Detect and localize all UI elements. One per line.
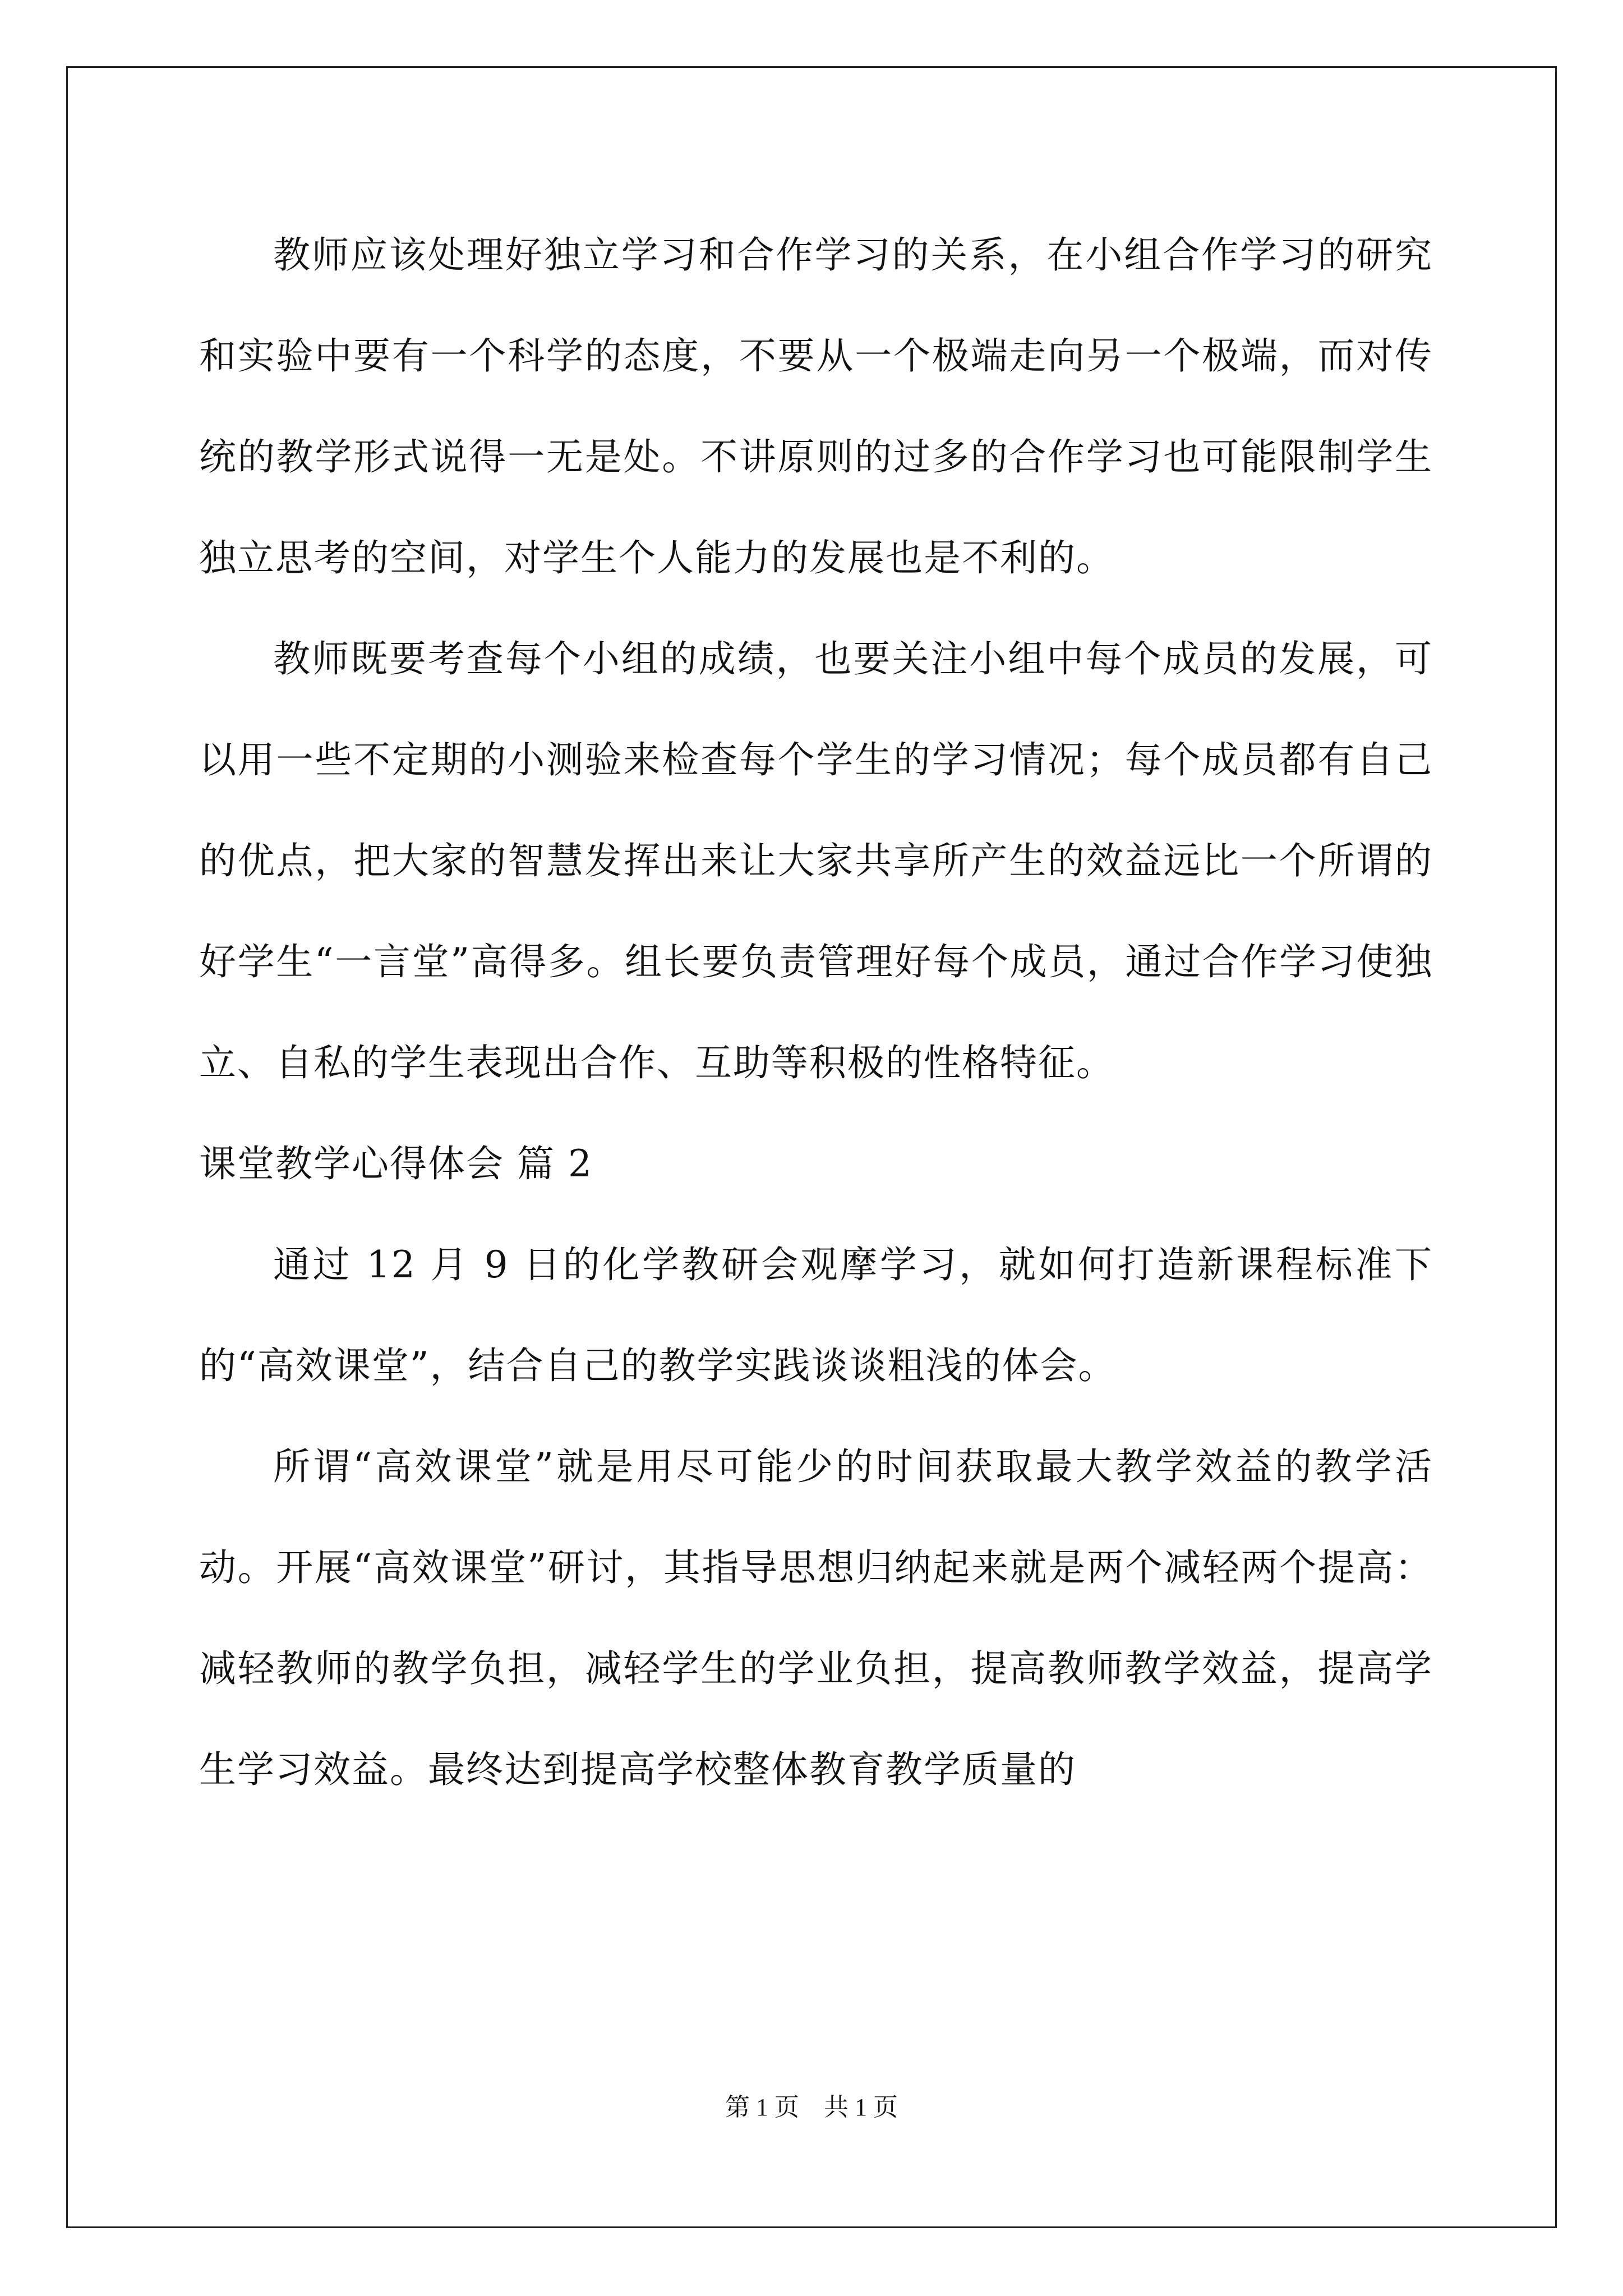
- section-heading: 课堂教学心得体会 篇 2: [199, 1142, 593, 1185]
- page-footer: 第 1 页 共 1 页: [725, 2093, 898, 2121]
- paragraph-1: 教师应该处理好独立学习和合作学习的关系，在小组合作学习的研究和实验中要有一个科学的态度，不要从一个极端走向另一个极端，而对传统的教学形式说得一无是处。不讲原则的过多的合作学习也可能限制学生独立思考的空间，对学生个人能力的发展也是不利的。: [199, 233, 1433, 579]
- paragraph-4: 所谓“高效课堂”就是用尽可能少的时间获取最大教学效益的教学活动。开展“高效课堂”研讨，其指导思想归纳起来就是两个减轻两个提高：减轻教师的教学负担，减轻学生的学业负担，提高教师教学效益，提高学生学习效益。最终达到提高学校整体教育教学质量的: [199, 1445, 1433, 1791]
- paragraph-2: 教师既要考查每个小组的成绩，也要关注小组中每个成员的发展，可以用一些不定期的小测验来检查每个学生的学习情况；每个成员都有自己的优点，把大家的智慧发挥出来让大家共享所产生的效益远比一个所谓的好学生“一言堂”高得多。组长要负责管理好每个成员，通过合作学习使独立、自私的学生表现出合作、互助等积极的性格特征。: [199, 637, 1433, 1084]
- document-body: [199, 205, 1433, 1820]
- paragraph-3: 通过 12 月 9 日的化学教研会观摩学习，就如何打造新课程标准下的“高效课堂”，结合自己的教学实践谈谈粗浅的体会。: [199, 1243, 1433, 1387]
